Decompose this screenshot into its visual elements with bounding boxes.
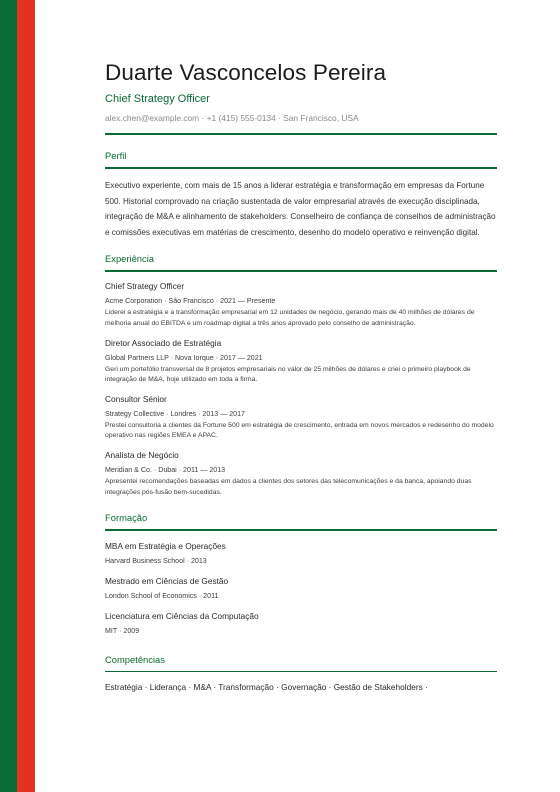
contact-line: alex.chen@example.com · +1 (415) 555-0134 · San Francisco, USA — [105, 113, 359, 123]
degree-meta: Harvard Business School · 2013 — [105, 556, 207, 565]
job-title: Consultor Sénior — [105, 393, 167, 404]
person-name: Duarte Vasconcelos Pereira — [105, 60, 387, 85]
job-title: Analista de Negócio — [105, 449, 179, 460]
education-list — [105, 541, 497, 636]
section-heading-education: Formação — [105, 512, 148, 524]
profile-summary: Executivo experiente, com mais de 15 anos a liderar estratégia e transformação em empresas da Fortune 500. Historial comprovado na criação sustentada de valor empresarial através de execução disciplinada, integração de M&A e alinhamento de stakeholders. Conselheiro de confiança de conselhos de administração e comissões executivas em matérias de crescimento, desenho do modelo operativo e reinvenção digital. — [105, 181, 496, 237]
job-description: Prestei consultoria a clientes da Fortune 500 em estratégia de crescimento, entrada em novos mercados e redesenho do modelo operativo nas regiões EMEA e APAC. — [105, 421, 494, 440]
education-item — [105, 611, 497, 636]
job-meta: Meridian & Co. · Dubai · 2011 — 2013 — [105, 465, 226, 474]
experience-list — [105, 281, 497, 498]
section-heading-profile: Perfil — [105, 150, 127, 161]
job-description: Geri um portefólio transversal de 8 projetos empresariais no valor de 25 milhões de dólares e criei o primeiro playbook de integração de M&A, hoje utilizado em toda a firma. — [105, 365, 471, 384]
education-item — [105, 576, 497, 601]
degree-title: Licenciatura em Ciências da Computação — [105, 610, 259, 621]
job-description: Apresentei recomendações baseadas em dados a clientes dos setores das telecomunicações e da banca, apoiando duas integrações pós-fusão bem-sucedidas. — [105, 477, 472, 496]
section-divider-education — [105, 529, 497, 531]
job-title: Chief Strategy Officer — [105, 281, 185, 292]
header-divider — [105, 133, 497, 135]
degree-title: MBA em Estratégia e Operações — [105, 540, 226, 551]
skills-list: Estratégia · Liderança · M&A · Transformação · Governação · Gestão de Stakeholders · — [105, 682, 428, 693]
job-role: Chief Strategy Officer — [105, 93, 210, 105]
section-divider-skills — [105, 671, 497, 673]
degree-title: Mestrado em Ciências de Gestão — [105, 575, 229, 586]
experience-item — [105, 394, 497, 442]
resume-content — [105, 58, 497, 693]
degree-meta: MIT · 2009 — [105, 626, 140, 635]
experience-item — [105, 450, 497, 498]
section-heading-skills: Competências — [105, 653, 165, 665]
experience-item — [105, 338, 497, 386]
job-meta: Acme Corporation · São Francisco · 2021 — Presente — [105, 297, 276, 306]
degree-meta: London School of Economics · 2011 — [105, 591, 219, 600]
job-meta: Global Partners LLP · Nova Iorque · 2017 — 2021 — [105, 353, 263, 362]
job-description: Liderei a estratégia e a transformação empresarial em 12 unidades de negócio, gerando mais de 40 milhões de dólares de melhoria anual do EBITDA e um roadmap digital a três anos aprovado pelo conselho de administração. — [105, 309, 475, 327]
section-heading-experience: Experiência — [105, 253, 154, 265]
job-title: Diretor Associado de Estratégia — [105, 337, 222, 348]
left-stripe-green — [0, 0, 17, 792]
education-item — [105, 541, 497, 566]
experience-item — [105, 281, 497, 329]
left-stripe-red — [17, 0, 35, 792]
job-meta: Strategy Collective · Londres · 2013 — 2017 — [105, 409, 245, 418]
section-divider-experience — [105, 270, 497, 272]
section-divider-profile — [105, 167, 497, 169]
